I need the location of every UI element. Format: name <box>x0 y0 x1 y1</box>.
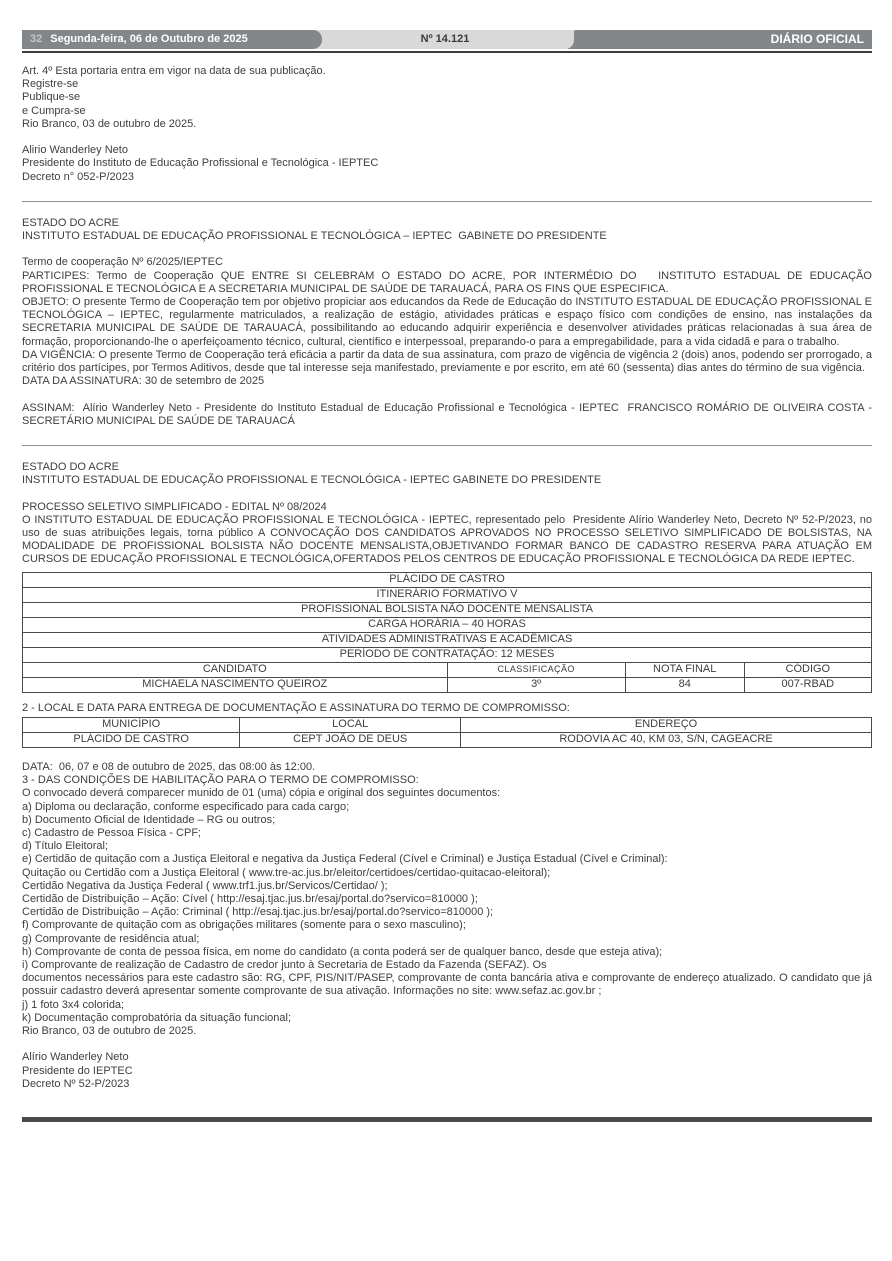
text-line: INSTITUTO ESTADUAL DE EDUCAÇÃO PROFISSIONAL E TECNOLÓGICA - IEPTEC GABINETE DO PRESIDENTE <box>22 474 602 487</box>
table-row <box>23 732 872 747</box>
table-header-row <box>23 717 872 732</box>
blank-line <box>22 748 872 761</box>
col-endereco: ENDEREÇO <box>461 717 872 732</box>
text-line: Decreto n° 052-P/2023 <box>22 170 135 183</box>
cell-nota-final: 84 <box>625 677 744 692</box>
table-row <box>23 647 872 662</box>
local-section-title: 2 - LOCAL E DATA PARA ENTREGA DE DOCUMENTAÇÃO E ASSINATURA DO TERMO DE COMPROMISSO: <box>22 701 570 714</box>
text-line: d) Título Eleitoral; <box>22 840 109 853</box>
text-line: f) Comprovante de quitação com as obrigações militares (somente para o sexo masculino); <box>22 919 466 932</box>
termo-cooperacao-block <box>22 216 876 428</box>
text-line: Publique-se <box>22 91 81 104</box>
text-line: Quitação ou Certidão com a Justiça Eleitoral ( www.tre-ac.jus.br/eleitor/certidoes/certidao-quitacao-eleitoral); <box>22 866 551 879</box>
text-line: Certidão Negativa da Justiça Federal ( www.trf1.jus.br/Servicos/Certidao/ ); <box>22 879 388 892</box>
masthead-title: DIÁRIO OFICIAL <box>770 31 864 46</box>
col-municipio: MUNICÍPIO <box>23 717 240 732</box>
col-candidato: CANDIDATO <box>23 662 448 677</box>
text-line: e Cumpra-se <box>22 104 86 117</box>
table-header-row <box>23 662 872 677</box>
section-divider <box>22 201 872 202</box>
table-row <box>23 677 872 692</box>
portaria-closing-block <box>22 65 872 184</box>
local-table <box>22 717 872 748</box>
edital-intro: O INSTITUTO ESTADUAL DE EDUCAÇÃO PROFISSIONAL E TECNOLÓGICA - IEPTEC, representado pelo Presidente Alírio Wanderley Neto, Decreto Nº 52-P/2023, no uso de suas atribuições legais, torna público A CONVOCAÇÃO DOS CANDIDATOS APROVADOS NO PROCESSO SELETIVO SIMPLIFICADO DE BOLSISTAS, NA MODALIDADE DE PROFISSIONAL BOLSISTA NÃO DOCENTE MENSALISTA,OBJETIVANDO FORMAR BANCO DE CADASTRO RESERVA PARA ATUAÇÃO EM CURSOS DE EDUCAÇÃO PROFISSIONAL E TECNOLÓGICA,OFERTADOS PELOS CENTROS DE EDUCAÇÃO PROFISSIONAL E TECNOLÓGICA DA REDE IEPTEC. <box>22 513 876 566</box>
habilitacao-lines-2 <box>22 999 872 1039</box>
col-nota-final: NOTA FINAL <box>625 662 744 677</box>
page-header <box>22 30 872 49</box>
text-line <box>22 487 872 500</box>
text-line: Certidão de Distribuição – Ação: Cível ( http://esaj.tjac.jus.br/esaj/portal.do?servico=810000 ); <box>22 893 478 906</box>
edital-title: PROCESSO SELETIVO SIMPLIFICADO - EDITAL Nº 08/2024 <box>22 500 327 513</box>
text-line <box>22 131 872 144</box>
col-local: LOCAL <box>240 717 461 732</box>
table-row <box>23 587 872 602</box>
text-line: ESTADO DO ACRE <box>22 216 119 229</box>
text-line: Rio Branco, 03 de outubro de 2025. <box>22 117 197 130</box>
termo-participes: PARTICIPES: Termo de Cooperação QUE ENTRE SI CELEBRAM O ESTADO DO ACRE, POR INTERMÉDIO DO INSTITUTO ESTADUAL DE EDUCAÇÃO PROFISSIONAL E TECNOLÓGICA E A SECRETARIA MUNICIPAL DE SAÚDE DE TARAUACÁ, PARA OS FINS QUE ESPECIFICA. <box>22 269 876 295</box>
banner-itinerario: ITINERÁRIO FORMATIVO V <box>23 587 872 602</box>
cell-endereco: RODOVIA AC 40, KM 03, S/N, CAGEACRE <box>461 732 872 747</box>
habilitacao-paragraph: documentos necessários para este cadastro são: RG, CPF, PIS/NIT/PASEP, comprovante de conta bancária ativa e comprovante de endereço atualizado. O candidato que já possuir cadastro deverá apresentar somente comprovante de sua ativação. Informações no site: www.sefaz.ac.gov.br ; <box>22 972 876 998</box>
text-line: j) 1 foto 3x4 colorida; <box>22 998 125 1011</box>
termo-heading <box>22 217 872 257</box>
convocacao-table <box>22 572 872 693</box>
table-row <box>23 602 872 617</box>
text-line: i) Comprovante de realização de Cadastro de credor junto à Secretaria de Estado da Fazenda (SEFAZ). Os <box>22 959 547 972</box>
header-edition-tab <box>316 30 574 49</box>
banner-atividades: ATIVIDADES ADMINISTRATIVAS E ACADÊMICAS <box>23 632 872 647</box>
text-line: INSTITUTO ESTADUAL DE EDUCAÇÃO PROFISSIONAL E TECNOLÓGICA – IEPTEC GABINETE DO PRESIDENTE <box>22 230 607 243</box>
header-date-tab <box>22 30 322 49</box>
section-divider <box>22 445 872 446</box>
text-line: g) Comprovante de residência atual; <box>22 932 200 945</box>
cell-classificacao: 3º <box>447 677 625 692</box>
text-line: Presidente do IEPTEC <box>22 1064 133 1077</box>
cell-codigo: 007-RBAD <box>744 677 871 692</box>
text-line: k) Documentação comprobatória da situação funcional; <box>22 1011 292 1024</box>
signature-block <box>22 1038 872 1091</box>
text-line: ESTADO DO ACRE <box>22 461 119 474</box>
text-line: Registre-se <box>22 78 79 91</box>
termo-objeto: OBJETO: O presente Termo de Cooperação tem por objetivo propiciar aos educandos da Rede de Educação do INSTITUTO ESTADUAL DE EDUCAÇÃO PROFISSIONAL E TECNOLÓGICA – IEPTEC, regularmente matriculados, a realização de estágio, atividades práticas e espaço físico com condições de ensino, nas instalações da SECRETARIA MUNICIPAL DE SAÚDE DE TARAUACÁ, possibilitando ao educando adquirir experiência e desenvolver atividades práticas relacionadas à sua área de formação, proporcionando-lhe o aperfeiçoamento técnico, cultural, científico e interpessoal, preparando-o para a empregabilidade, para a vida cidadã e para o trabalho. <box>22 296 876 348</box>
termo-title: Termo de cooperação Nº 6/2025/IEPTEC <box>22 256 223 269</box>
text-line <box>22 1038 872 1051</box>
habilitacao-title: 3 - DAS CONDIÇÕES DE HABILITAÇÃO PARA O TERMO DE COMPROMISSO: <box>22 774 419 787</box>
text-line: O convocado deverá comparecer munido de 01 (uma) cópia e original dos seguintes documentos: <box>22 787 501 800</box>
banner-modalidade: PROFISSIONAL BOLSISTA NÃO DOCENTE MENSALISTA <box>23 602 872 617</box>
table-row <box>23 572 872 587</box>
table-row <box>23 632 872 647</box>
data-entrega-line: DATA: 06, 07 e 08 de outubro de 2025, das 08:00 às 12:00. <box>22 761 316 774</box>
table-row <box>23 617 872 632</box>
text-line: Certidão de Distribuição – Ação: Criminal ( http://esaj.tjac.jus.br/esaj/portal.do?servico=810000 ); <box>22 906 494 919</box>
text-line: e) Certidão de quitação com a Justiça Eleitoral e negativa da Justiça Federal (Cível e Criminal) e Justiça Estadual (Cível e Criminal): <box>22 853 668 866</box>
text-line: Art. 4º Esta portaria entra em vigor na data de sua publicação. <box>22 65 326 77</box>
text-line <box>22 243 872 256</box>
banner-municipio: PLÁCIDO DE CASTRO <box>23 572 872 587</box>
text-line: b) Documento Oficial de Identidade – RG ou outros; <box>22 813 276 826</box>
text-line: Presidente do Instituto de Educação Profissional e Tecnológica - IEPTEC <box>22 157 379 170</box>
edital-heading <box>22 461 872 501</box>
portaria-lines <box>22 65 872 184</box>
signature-lines <box>22 1038 872 1091</box>
habilitacao-lines <box>22 787 872 972</box>
termo-data-assinatura: DATA DA ASSINATURA: 30 de setembro de 2025 <box>22 375 265 388</box>
termo-assinam: ASSINAM: Alírio Wanderley Neto - Presidente do Instituto Estadual de Educação Profissional e Tecnológica - IEPTEC FRANCISCO ROMÁRIO DE OLIVEIRA COSTA - SECRETÁRIO MUNICIPAL DE SAÚDE DE TARAUACÁ <box>22 401 876 427</box>
text-line: Alirio Wanderley Neto <box>22 144 128 157</box>
banner-carga-horaria: CARGA HORÁRIA – 40 HORAS <box>23 617 872 632</box>
edital-block <box>22 461 876 1038</box>
blank-line <box>22 388 872 401</box>
text-line: Alírio Wanderley Neto <box>22 1051 129 1064</box>
termo-vigencia: DA VIGÊNCIA: O presente Termo de Cooperação terá eficácia a partir da data de sua assinatura, com prazo de vigência de vigência 2 (dois) anos, podendo ser prorrogado, a critério dos partícipes, por Termos Aditivos, desde que tal interesse seja manifestado, previamente e por escrito, em até 60 (sessenta) dias antes do término de sua vigência. <box>22 348 876 375</box>
col-classificacao: CLASSIFICAÇÃO <box>447 662 625 677</box>
col-codigo: CÓDIGO <box>744 662 871 677</box>
edition-number: Nº 14.121 <box>420 32 470 45</box>
cell-municipio: PLÁCIDO DE CASTRO <box>23 732 240 747</box>
banner-periodo: PERÍODO DE CONTRATAÇÃO: 12 MESES <box>23 647 872 662</box>
text-line: Rio Branco, 03 de outubro de 2025. <box>22 1025 197 1038</box>
cell-local: CEPT JOÃO DE DEUS <box>240 732 461 747</box>
page-number: 32 <box>30 32 43 45</box>
cell-candidato: MICHAELA NASCIMENTO QUEIROZ <box>23 677 448 692</box>
text-line: a) Diploma ou declaração, conforme especificado para cada cargo; <box>22 800 350 813</box>
header-masthead-tab <box>568 30 872 49</box>
page-bottom-rule <box>22 1117 872 1122</box>
text-line: h) Comprovante de conta de pessoa física, em nome do candidato (a conta poderá ser de qualquer banco, desde que esteja ativa); <box>22 945 663 958</box>
header-rule <box>22 51 872 53</box>
text-line: Decreto Nº 52-P/2023 <box>22 1077 130 1090</box>
header-date: Segunda-feira, 06 de Outubro de 2025 <box>50 32 248 45</box>
text-line: c) Cadastro de Pessoa Física - CPF; <box>22 827 202 840</box>
